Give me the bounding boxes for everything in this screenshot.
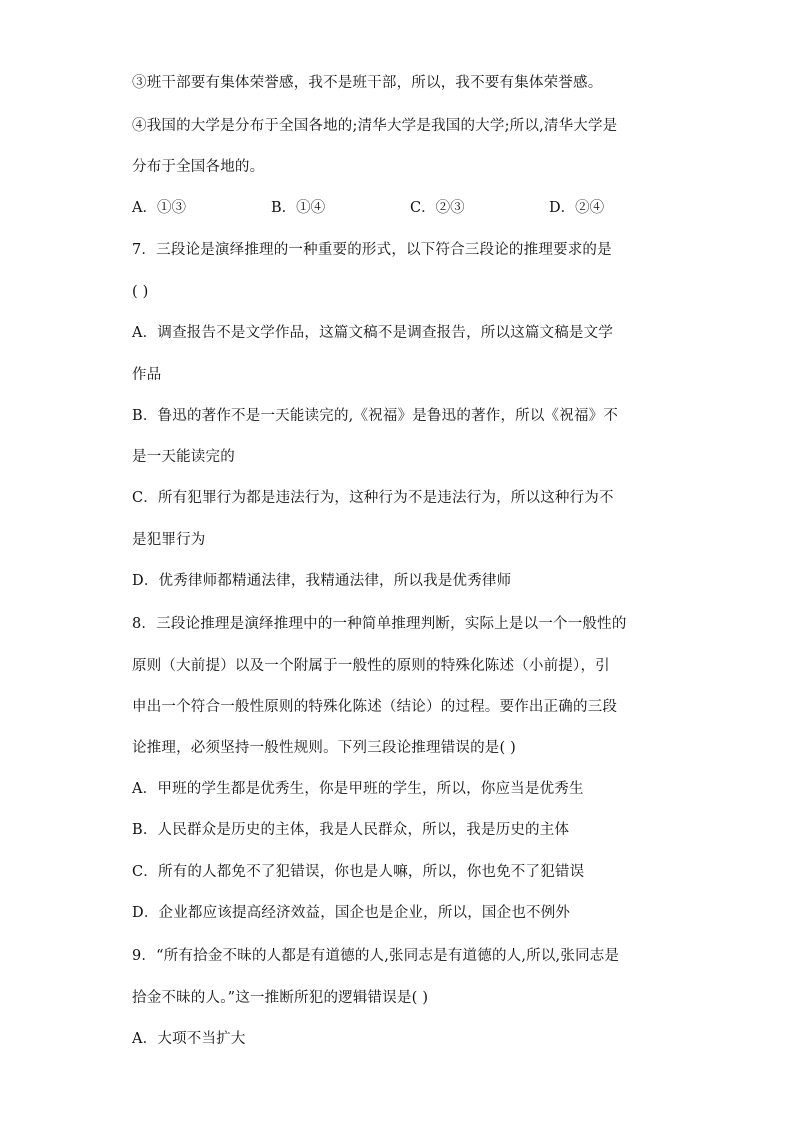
q7-option-c-line-2[interactable]: 是犯罪行为	[132, 532, 206, 548]
q7-option-c-line-1[interactable]: C．所有犯罪行为都是违法行为，这种行为不是违法行为，所以这种行为不	[132, 490, 614, 506]
q7-option-b-line-2[interactable]: 是一天能读完的	[132, 449, 235, 465]
q6-statement-4-line-1: ④我国的大学是分布于全国各地的;清华大学是我国的大学;所以,清华大学是	[132, 118, 618, 134]
q8-option-a[interactable]: A．甲班的学生都是优秀生，你是甲班的学生，所以，你应当是优秀生	[132, 781, 584, 797]
q9-option-a[interactable]: A．大项不当扩大	[132, 1031, 246, 1047]
q6-options	[132, 198, 672, 218]
q8-option-c[interactable]: C．所有的人都免不了犯错误，你也是人嘛，所以，你也免不了犯错误	[132, 864, 585, 880]
q7-option-d[interactable]: D．优秀律师都精通法律，我精通法律，所以我是优秀律师	[132, 573, 512, 589]
q8-option-d[interactable]: D．企业都应该提高经济效益，国企也是企业，所以，国企也不例外	[132, 905, 571, 921]
q6-statement-3: ③班干部要有集体荣誉感，我不是班干部，所以，我不要有集体荣誉感。	[132, 75, 603, 91]
q9-stem-line-2: 拾金不昧的人。”这一推断所犯的逻辑错误是( )	[132, 990, 429, 1006]
q7-option-b-line-1[interactable]: B．鲁迅的著作不是一天能读完的,《祝福》是鲁迅的著作，所以《祝福》不	[132, 408, 619, 424]
q9-stem-line-1: 9．“所有拾金不昧的人都是有道德的人,张同志是有道德的人,所以,张同志是	[132, 948, 620, 964]
q7-stem-line-2: ( )	[132, 284, 149, 300]
q6-option-c[interactable]: C．②③	[410, 200, 465, 216]
q8-stem-line-4: 论推理，必须坚持一般性规则。下列三段论推理错误的是( )	[132, 740, 517, 756]
q7-option-a-line-1[interactable]: A．调查报告不是文学作品，这篇文稿不是调查报告，所以这篇文稿是文学	[132, 325, 614, 341]
q6-option-b[interactable]: B．①④	[271, 200, 326, 216]
q6-option-d[interactable]: D．②④	[549, 200, 605, 216]
q7-stem-line-1: 7．三段论是演绎推理的一种重要的形式，以下符合三段论的推理要求的是	[132, 242, 612, 258]
q6-option-a[interactable]: A．①③	[132, 200, 186, 216]
q8-option-b[interactable]: B．人民群众是历史的主体，我是人民群众，所以，我是历史的主体	[132, 822, 570, 838]
q8-stem-line-1: 8．三段论推理是演绎推理中的一种简单推理判断，实际上是以一个一般性的	[132, 616, 627, 632]
q8-stem-line-3: 申出一个符合一般性原则的特殊化陈述（结论）的过程。要作出正确的三段	[132, 699, 618, 715]
q7-option-a-line-2[interactable]: 作品	[132, 367, 162, 383]
q6-statement-4-line-2: 分布于全国各地的。	[132, 159, 265, 175]
q8-stem-line-2: 原则（大前提）以及一个附属于一般性的原则的特殊化陈述（小前提），引	[132, 658, 610, 674]
